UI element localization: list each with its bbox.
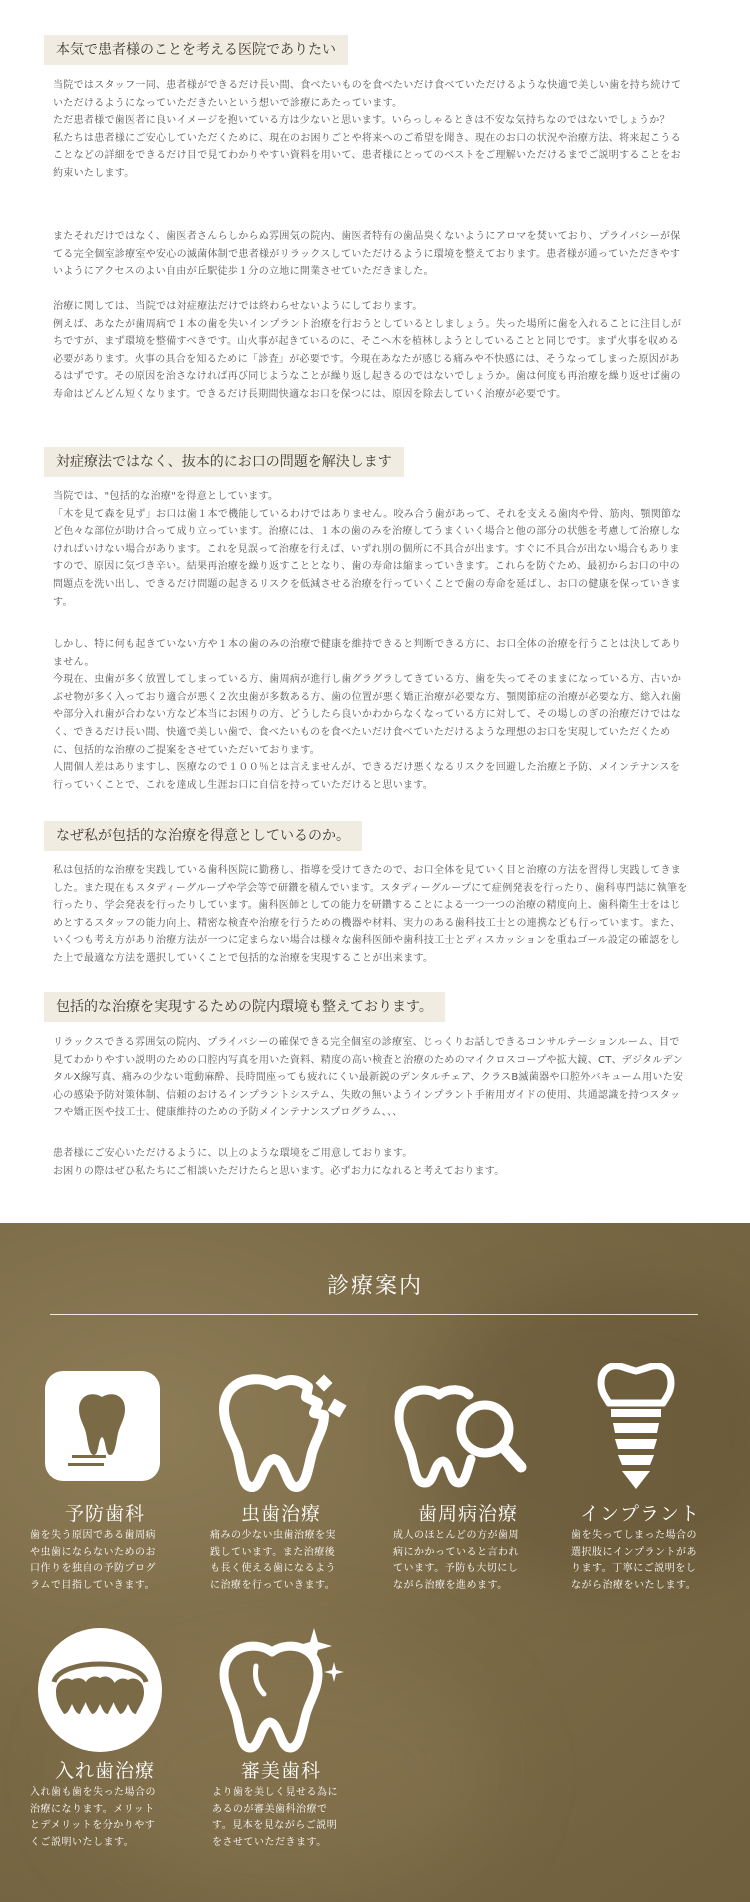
section-4-paragraph-1: リラックスできる雰囲気の院内、プライバシーの確保できる完全個室の診療室、じっくりお話しできるコンサルテーションルーム、目で見てわかりやすい説明のための口腔内写真を用いた資料、精度の高い検査と治療のためのマイクロスコープや拡大鏡、CT、デジタルデンタルX線写真、痛みの少ない電動麻酔、長時間座っても疲れにくい最新鋭のデンタルチェア、クラスB滅菌器や口腔外バキューム用いた安心の感染予防対策体制、信頼のおけるインプラントシステム、失敗の無いようインプラント手術用ガイドの使用、共通認識を持つスタッフや矯正医や技工士、健康維持のための予防メインテナンスプログラム、、、 [53, 1037, 684, 1119]
service-name: 予防歯科 [64, 1503, 145, 1525]
section-1-paragraph-3: 治療に関しては、当院では対症療法だけでは終わらせないようにしております。 例えば、あなたが歯周病で１本の歯を失いインプラント治療を行おうとしているとしましょう。失った場所に歯を入れることに注目しがちですが、まず環境を整備すべきです。山火事が起きているのに、そこへ木を植林しようとしていることと同じです。まず火事を収める必要があります。火事の具合を知るために「診査」が必要です。今現在あなたが感じる痛みや不快感には、そうなってしまった原因があるはずです。その原因を治さなければ再び同じようなことが繰り返し起きるのではないでしょうか。歯は何度も再治療を繰り返せば歯の寿命はどんどん短くなります。できるだけ長期間快適なお口を保つには、原因を除去していく治療が必要です。 [53, 301, 682, 400]
section-heading-2: 対症療法ではなく、抜本的にお口の問題を解決します [44, 447, 404, 477]
section-heading-4: 包括的な治療を実現するための院内環境も整えております。 [44, 992, 445, 1022]
tooth-document-icon [30, 1371, 180, 1501]
service-description: 痛みの少ない虫歯治療を実践しています。また治療後も長く使える歯になるように治療を行っていきます。 [210, 1530, 336, 1591]
service-description: 成人のほとんどの方が歯周病にかかっていると言われています。予防も大切にしながら治療を進めます。 [393, 1530, 519, 1591]
service-name: 入れ歯治療 [54, 1760, 155, 1782]
services-title: 診療案内 [326, 1274, 423, 1299]
service-name: 審美歯科 [240, 1760, 321, 1782]
section-2-paragraph-1: 当院では、"包括的な治療"を得意としています。 「木を見て森を見ず」お口は歯１本で機能しているわけではありません。咬み合う歯があって、それを支える歯肉や骨、筋肉、顎関節など色々な部位が助け合って成り立っています。治療には、１本の歯のみを治療してうまくいく場合と他の部分の状態を考慮して治療しなければいけない場合があります。これを見誤って治療を行えば、いずれ別の個所に不具合が出ます。すぐに不具合が出ない場合もありますので、原因に気づき辛い。結果再治療を繰り返すこととなり、歯の寿命は縮まっていきます。これらを防ぐため、最初からお口の中の問題点を洗い出し、できるだけ問題の起きるリスクを低減させる治療を行っていくことで歯の寿命を延ばし、お口の健康を保っていきます。 [53, 491, 682, 608]
service-description: 歯を失う原因である歯周病や虫歯にならないためのお口作りを独自の予防プログラムで目指していきます。 [30, 1530, 156, 1591]
service-description: 入れ歯も歯を失った場合の治療になります。メリットとデメリットを分かりやすくご説明いたします。 [30, 1787, 156, 1848]
implant-icon [565, 1363, 715, 1493]
service-name: インプラント [579, 1503, 700, 1525]
service-name: 歯周病治療 [417, 1503, 518, 1525]
section-heading-1: 本気で患者様のことを考える医院でありたい [44, 35, 348, 65]
denture-icon [30, 1628, 180, 1758]
section-4-paragraph-2: 患者様にご安心いただけるように、以上のような環境をご用意しております。 お困りの際はぜひ私たちにご相談いただけたらと思います。必ずお力になれると考えております。 [53, 1148, 505, 1177]
section-heading-3: なぜ私が包括的な治療を得意としているのか。 [44, 821, 362, 851]
service-description: より歯を美しく見せる為にあるのが審美歯科治療です。見本を見ながらご説明をさせていただきます。 [212, 1787, 338, 1848]
service-description: 歯を失ってしまった場合の選択肢にインプラントがあります。丁寧にご説明をしながら治療をいたします。 [571, 1530, 697, 1591]
section-1-paragraph-2: またそれだけではなく、歯医者さんらしからぬ雰囲気の院内、歯医者特有の歯品臭くないようにアロマを焚いており、プライバシーが保てる完全個室診療室や安心の滅菌体制で患者様がリラックスしていただけるように環境を整えております。患者様が通っていただきやすいようにアクセスのよい自由が丘駅徒歩１分の立地に開業させていただきました。 [53, 231, 681, 278]
divider [50, 1314, 698, 1315]
section-3-paragraph-1: 私は包括的な治療を実践している歯科医院に勤務し、指導を受けてきたので、お口全体を見ていく目と治療の方法を習得し実践してきました。また現在もスタディーグループや学会等で研鑽を積んでいます。スタディーグループにて症例発表を行ったり、歯科専門誌に執筆を行ったり、学会発表を行ったりしています。歯科医師としての能力を研鑽することによる一つ一つの治療の精度向上、歯科衛生士をはじめとするスタッフの能力向上、精密な検査や治療を行うための機器や材料、実力のある歯科技工士との連携なども行っています。また、いくつも考え方があり治療方法が一つに定まらない場合は様々な歯科医師や歯科技工士とディスカッションを重ねゴール設定の確認をした上で最適な方法を選択していくことで包括的な治療を実現することが出来ます。 [53, 865, 688, 964]
services-section [0, 1223, 750, 1902]
section-2-paragraph-2: しかし、特に何も起きていない方や１本の歯のみの治療で健康を維持できると判断できる方に、お口全体の治療を行うことは決してありません。 今現在、虫歯が多く放置してしまっている方、歯周病が進行し歯グラグラしてきている方、歯を失ってそのままになっている方、古いかぶせ物が多く入っており適合が悪く２次虫歯が多数ある方、歯の位置が悪く矯正治療が必要な方、顎関節症の治療が必要な方、総入れ歯や部分入れ歯が合わない方など本当にお困りの方、どうしたら良いかわからなくなっている方に対して、その場しのぎの治療だけではなく、できるだけ長い間、快適で美しい歯で、食べたいものを食べたいだけ食べていただけるような理想のお口を実現していただくために、包括的な治療のご提案をさせていただいております。 人間個人差はありますし、医療なので１００％とは言えませんが、できるだけ悪くなるリスクを回避した治療と予防、メインテナンスを行っていくことで、これを達成し生涯お口に自信を持っていただけると思います。 [53, 639, 682, 791]
tooth-magnifier-icon [393, 1371, 543, 1501]
sparkle-tooth-icon [206, 1628, 356, 1758]
service-name: 虫歯治療 [240, 1503, 321, 1525]
section-1-paragraph-1: 当院ではスタッフ一同、患者様ができるだけ長い間、食べたいものを食べたいだけ食べていただけるような快適で美しい歯を持ち続けていただけるようになっていただきたいという想いで診療にあたっています。 ただ患者様で歯医者に良いイメージを抱いている方は少ないと思います。いらっしゃるときは不安な気持ちなのではないでしょうか？ 私たちは患者様にご安心していただくために、現在のお困りごとや将来へのご希望を聞き、現在のお口の状況や治療方法、将来起こうることなどの詳細をできるだけ目で見てわかりやすい資料を用いて、患者様にとってのベストをご理解いただけるまでご説明することをお約束いたします。 [53, 80, 682, 179]
broken-tooth-icon [206, 1363, 356, 1493]
